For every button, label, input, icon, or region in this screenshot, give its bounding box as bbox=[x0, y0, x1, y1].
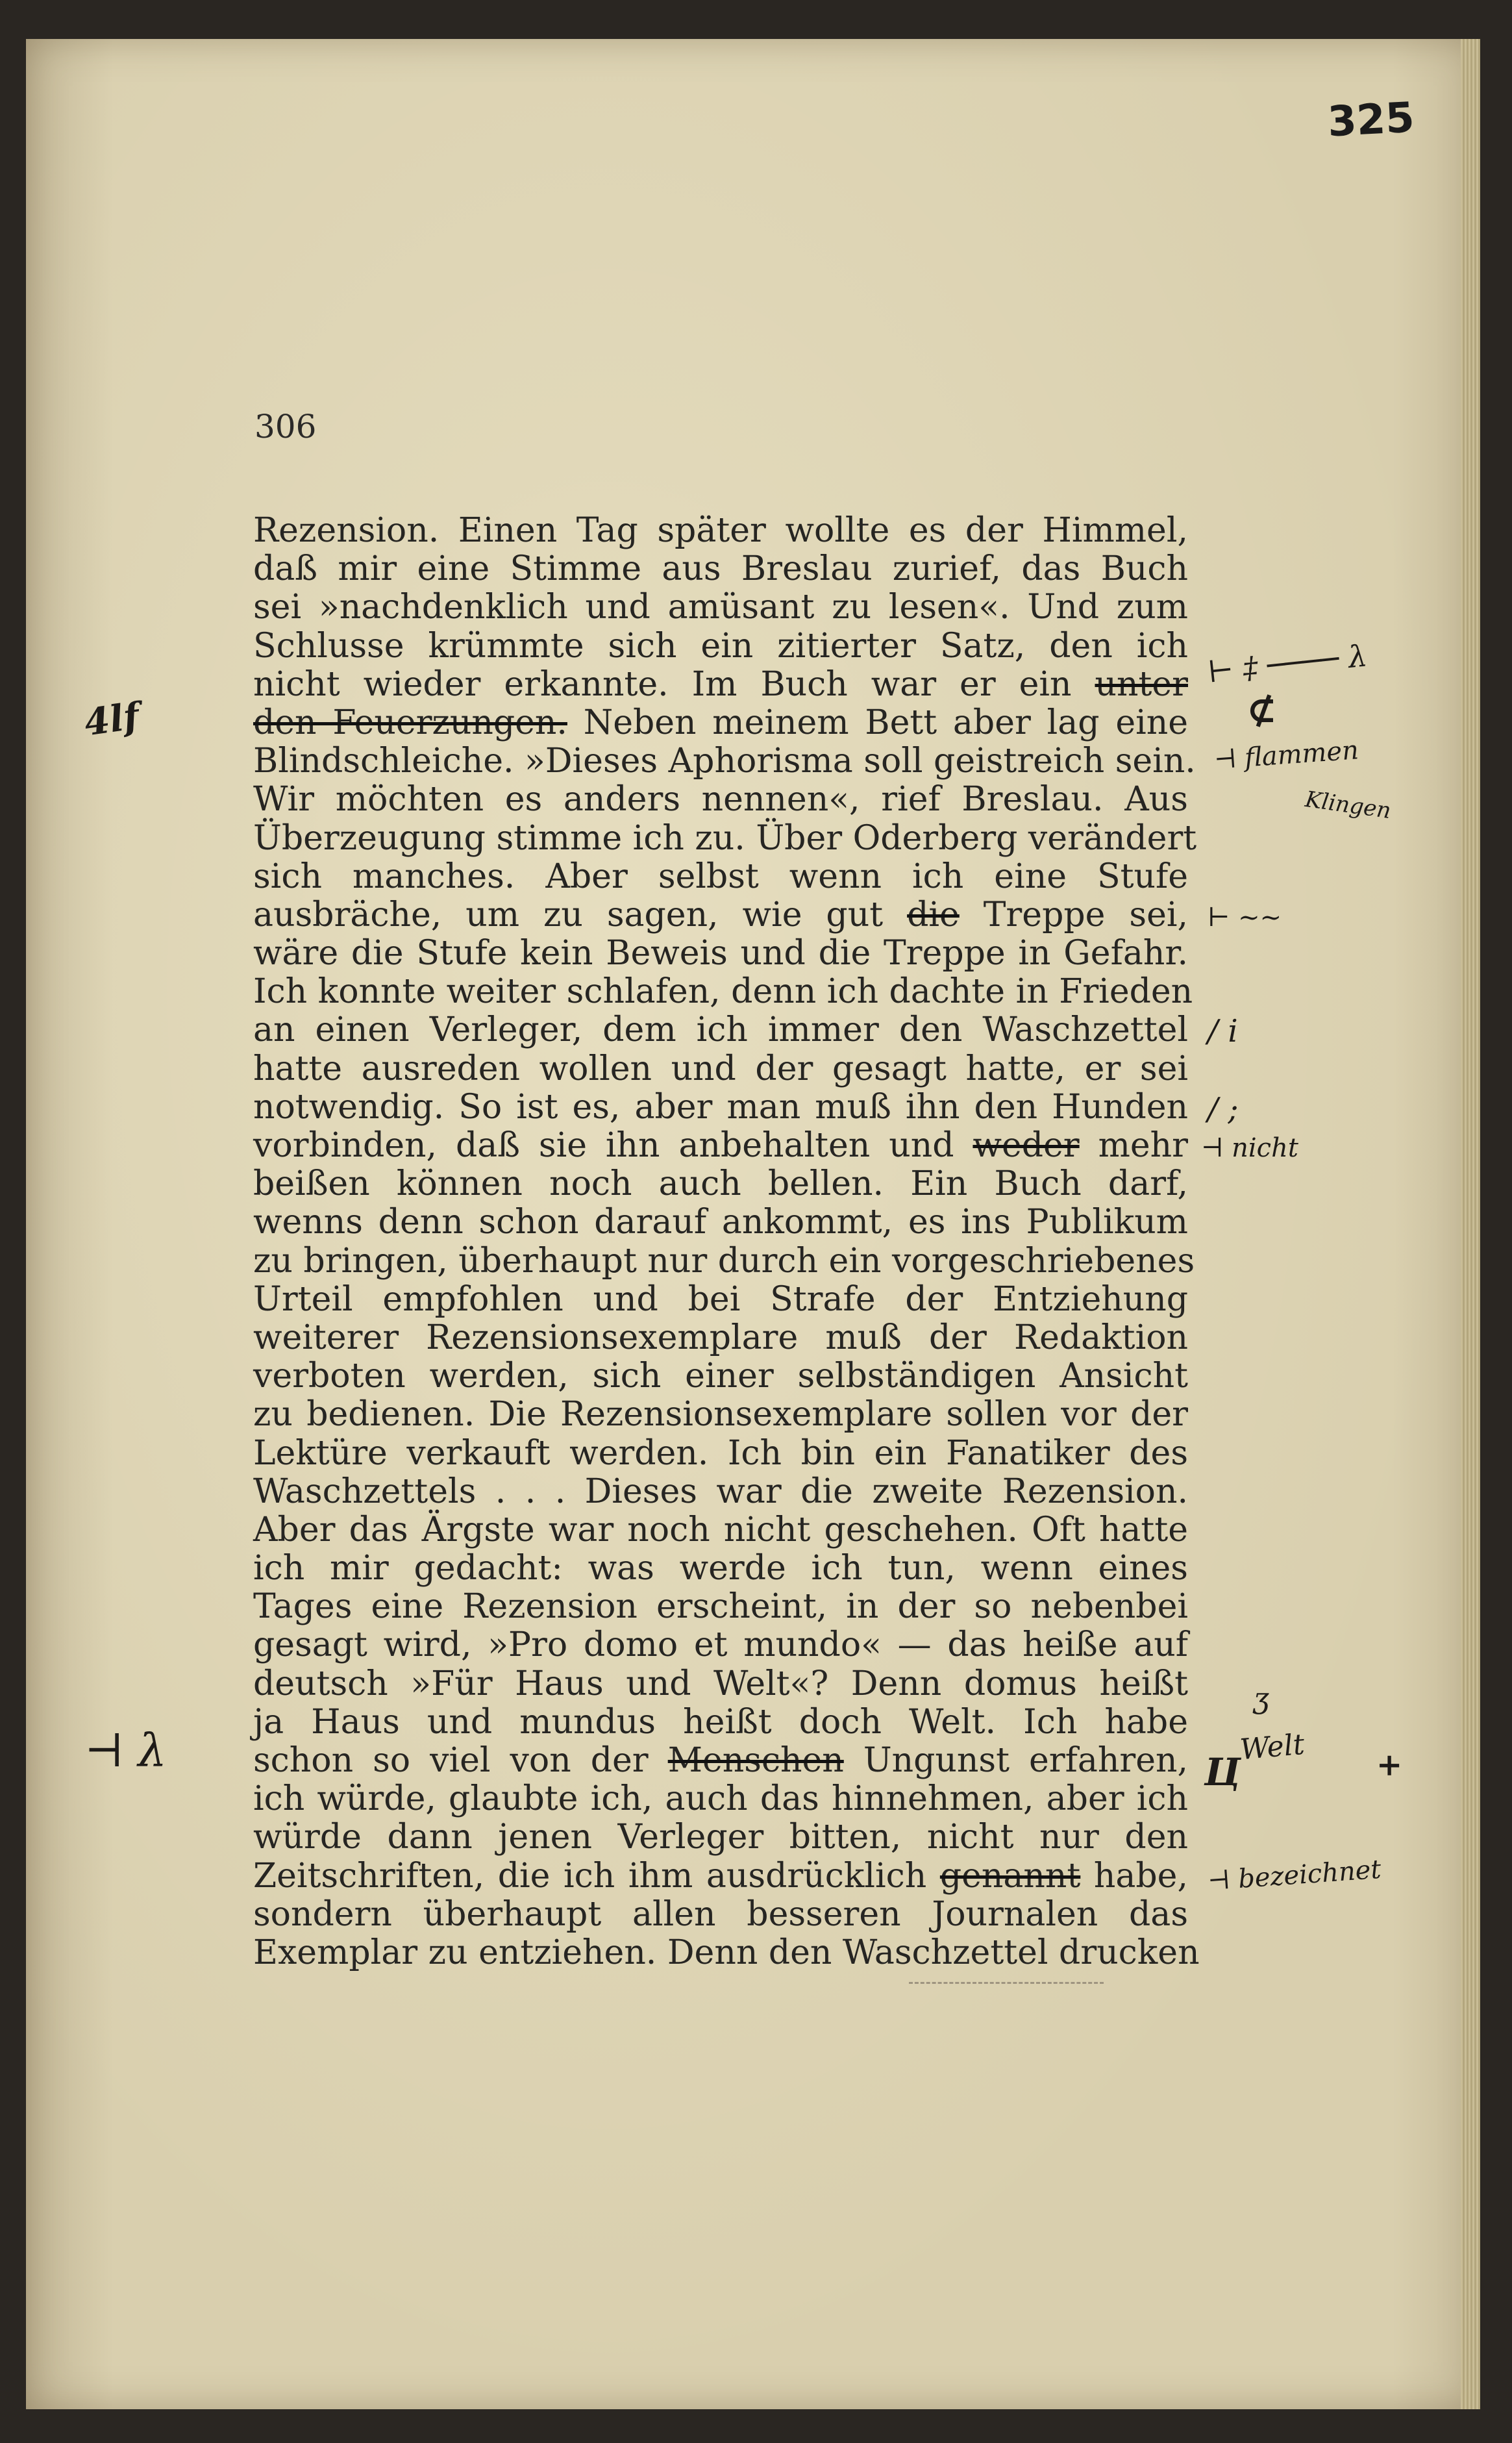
text-line: Aber das Ärgste war noch nicht geschehen. Oft hatte bbox=[253, 1510, 1188, 1549]
margin-note-right: ⊣ nicht bbox=[1201, 1133, 1298, 1163]
struck-phrase: den Feuerzungen. bbox=[253, 703, 567, 742]
text-line: wäre die Stufe kein Beweis und die Treppe in Gefahr. bbox=[253, 934, 1188, 973]
text-segment: habe, bbox=[1093, 1856, 1188, 1896]
text-segment: mehr bbox=[1098, 1126, 1189, 1165]
margin-note-right: ⊄ bbox=[1246, 688, 1277, 731]
struck-word: die bbox=[907, 895, 960, 934]
text-line: ja Haus und mundus heißt doch Welt. Ich habe bbox=[253, 1702, 1188, 1742]
text-line: zu bedienen. Die Rezensionsexemplare sollen vor der bbox=[253, 1395, 1188, 1434]
text-line: würde dann jenen Verleger bitten, nicht nur den bbox=[253, 1818, 1188, 1857]
text-segment: ausbräche, um zu sagen, wie gut bbox=[253, 895, 884, 934]
margin-note-right: Klingen bbox=[1303, 786, 1393, 825]
struck-word: weder bbox=[973, 1126, 1080, 1165]
text-line: sich manches. Aber selbst wenn ich eine Stufe bbox=[253, 857, 1188, 896]
text-line: zu bringen, überhaupt nur durch ein vorgeschriebenes bbox=[253, 1241, 1195, 1281]
struck-word: genannt bbox=[939, 1856, 1081, 1896]
text-line: verboten werden, sich einer selbständigen Ansicht bbox=[253, 1357, 1188, 1396]
struck-word: Menschen bbox=[667, 1741, 844, 1780]
margin-note-right: Welt bbox=[1238, 1727, 1306, 1767]
text-line: Urteil empfohlen und bei Strafe der Entziehung bbox=[253, 1279, 1188, 1319]
body-text bbox=[253, 511, 1200, 1972]
text-line: beißen können noch auch bellen. Ein Buch darf, bbox=[253, 1164, 1188, 1204]
margin-note-right: ⊣ flammen bbox=[1213, 735, 1360, 775]
text-line: Ich konnte weiter schlafen, denn ich dachte in Frieden bbox=[253, 972, 1193, 1012]
text-line bbox=[253, 1127, 1188, 1165]
text-segment: nicht wieder erkannte. Im Buch war er ein bbox=[253, 664, 1072, 704]
text-line: deutsch »Für Haus und Welt«? Denn domus heißt bbox=[253, 1664, 1188, 1703]
margin-note-right: Ц bbox=[1204, 1750, 1241, 1794]
text-line bbox=[253, 1742, 1188, 1780]
margin-note-right: ⊣ bezeichnet bbox=[1206, 1854, 1382, 1897]
faint-rule bbox=[909, 1982, 1104, 1984]
text-line: Schlusse krümmte sich ein zitierter Satz, den ich bbox=[253, 626, 1188, 666]
struck-word: unter bbox=[1095, 664, 1188, 704]
margin-note-left: 4lf bbox=[81, 694, 142, 745]
margin-note-right: + bbox=[1376, 1747, 1403, 1783]
margin-note-right: ʒ bbox=[1253, 1682, 1269, 1715]
text-line: wenns denn schon darauf ankommt, es ins Publikum bbox=[253, 1203, 1188, 1242]
text-line: sei »nachdenklich und amüsant zu lesen«. Und zum bbox=[253, 588, 1188, 627]
text-line bbox=[253, 704, 1188, 742]
page-edge-right bbox=[1461, 39, 1480, 2409]
text-line: Überzeugung stimme ich zu. Über Oderberg verändert bbox=[253, 818, 1197, 858]
text-line: Tages eine Rezension erscheint, in der so nebenbei bbox=[253, 1587, 1188, 1627]
page-number: 306 bbox=[254, 408, 317, 445]
text-line: hatte ausreden wollen und der gesagt hatte, er sei bbox=[253, 1049, 1188, 1088]
text-segment: schon so viel von der bbox=[253, 1741, 649, 1780]
text-line: an einen Verleger, dem ich immer den Waschzettel bbox=[253, 1010, 1188, 1050]
text-line: ich würde, glaubte ich, auch das hinnehmen, aber ich bbox=[253, 1779, 1188, 1819]
text-segment: vorbinden, daß sie ihn anbehalten und bbox=[253, 1126, 954, 1165]
text-line bbox=[253, 896, 1188, 934]
text-segment: Treppe sei, bbox=[983, 895, 1188, 934]
text-line bbox=[253, 666, 1188, 704]
text-line: Wir möchten es anders nennen«, rief Breslau. Aus bbox=[253, 780, 1188, 820]
text-segment: Neben meinem Bett aber lag eine bbox=[583, 703, 1188, 742]
text-line: Lektüre verkauft werden. Ich bin ein Fanatiker des bbox=[253, 1433, 1188, 1473]
text-line: weiterer Rezensionsexemplare muß der Redaktion bbox=[253, 1318, 1188, 1357]
text-segment: Zeitschriften, die ich ihm ausdrücklich bbox=[253, 1856, 927, 1896]
text-line: ich mir gedacht: was werde ich tun, wenn eines bbox=[253, 1549, 1188, 1588]
text-line: sondern überhaupt allen besseren Journalen das bbox=[253, 1894, 1188, 1934]
text-line bbox=[253, 1857, 1188, 1896]
margin-note-right: / ; bbox=[1208, 1091, 1239, 1127]
margin-note-left: ⊣ λ bbox=[84, 1724, 167, 1777]
text-line: Waschzettels . . . Dieses war die zweite Rezension. bbox=[253, 1472, 1188, 1511]
text-line: Rezension. Einen Tag später wollte es der Himmel, bbox=[253, 511, 1188, 550]
text-line: Exemplar zu entziehen. Denn den Waschzettel drucken bbox=[253, 1933, 1200, 1972]
folio-number: 325 bbox=[1326, 94, 1416, 147]
text-line: gesagt wird, »Pro domo et mundo« — das heiße auf bbox=[253, 1625, 1188, 1665]
text-line: notwendig. So ist es, aber man muß ihn den Hunden bbox=[253, 1087, 1188, 1127]
text-segment: Ungunst erfahren, bbox=[863, 1741, 1189, 1780]
margin-note-right: ⊢ ‡ ──── λ bbox=[1206, 638, 1369, 690]
margin-note-right: / i bbox=[1208, 1013, 1238, 1049]
margin-note-right: ⊢ ~~ bbox=[1208, 903, 1282, 933]
text-line: daß mir eine Stimme aus Breslau zurief, das Buch bbox=[253, 549, 1188, 589]
text-line: Blindschleiche. »Dieses Aphorisma soll geistreich sein. bbox=[253, 742, 1196, 781]
